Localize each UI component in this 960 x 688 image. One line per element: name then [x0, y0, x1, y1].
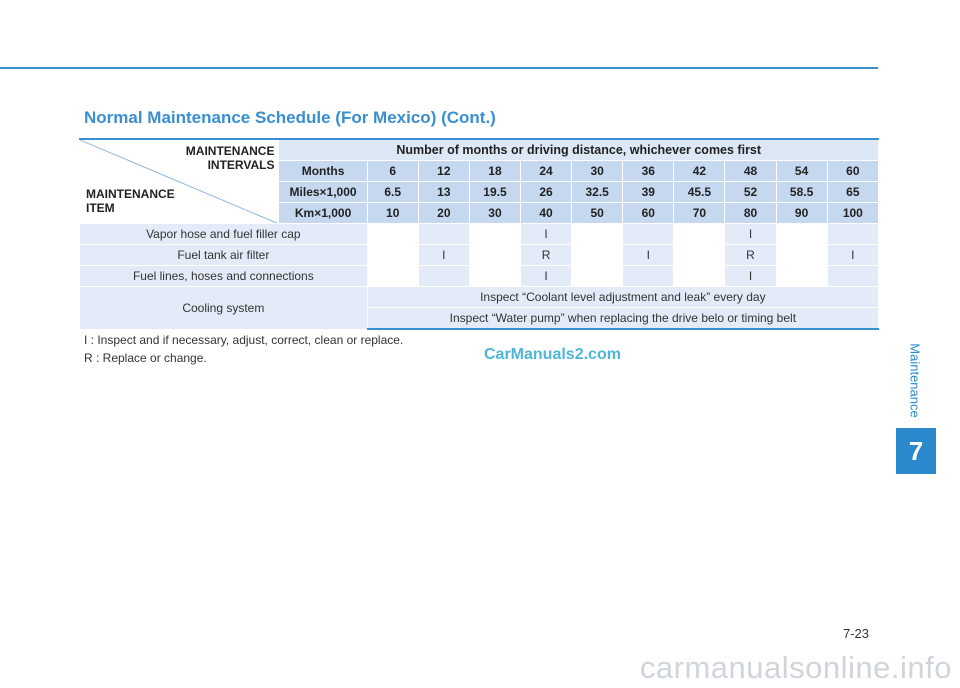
cooling-note: Inspect “Coolant level adjustment and leak” every day [367, 287, 878, 308]
interval-value: 30 [572, 161, 623, 182]
cooling-note: Inspect “Water pump” when replacing the drive belo or timing belt [367, 308, 878, 330]
schedule-cell [572, 266, 623, 287]
interval-value: 60 [623, 203, 674, 224]
schedule-cell: I [623, 245, 674, 266]
site-watermark: carmanualsonline.info [639, 650, 952, 685]
schedule-cell [674, 224, 725, 245]
schedule-cell [674, 245, 725, 266]
corner-header-cell [80, 139, 279, 224]
schedule-cell: I [827, 245, 878, 266]
header-rule [0, 67, 878, 69]
interval-value: 39 [623, 182, 674, 203]
schedule-cell [674, 266, 725, 287]
interval-value: 20 [418, 203, 469, 224]
corner-top-line2: INTERVALS [207, 158, 275, 172]
interval-label: Km×1,000 [279, 203, 367, 224]
chapter-name: Maintenance [907, 342, 923, 418]
interval-value: 54 [776, 161, 827, 182]
maintenance-schedule-table [79, 138, 879, 330]
legend-inspect: I : Inspect and if necessary, adjust, correct, clean or replace. [84, 333, 404, 347]
interval-value: 100 [827, 203, 878, 224]
interval-value: 40 [521, 203, 572, 224]
table-row [80, 266, 879, 287]
interval-value: 26 [521, 182, 572, 203]
interval-label: Miles×1,000 [279, 182, 367, 203]
item-name: Cooling system [80, 287, 368, 330]
schedule-cell [827, 266, 878, 287]
interval-value: 50 [572, 203, 623, 224]
page-title: Normal Maintenance Schedule (For Mexico) (Cont.) [84, 108, 496, 127]
header-title: Number of months or driving distance, whichever comes first [279, 139, 879, 161]
chapter-tab[interactable] [896, 428, 936, 474]
corner-bottom-line1: MAINTENANCE [86, 187, 175, 201]
interval-value: 6.5 [367, 182, 418, 203]
header-title-row [80, 139, 879, 161]
interval-value: 45.5 [674, 182, 725, 203]
interval-value: 6 [367, 161, 418, 182]
interval-label: Months [279, 161, 367, 182]
schedule-cell: I [725, 224, 776, 245]
interval-value: 13 [418, 182, 469, 203]
schedule-cell [776, 245, 827, 266]
interval-value: 24 [521, 161, 572, 182]
schedule-cell [367, 245, 418, 266]
schedule-cell: I [521, 266, 572, 287]
schedule-cell: I [521, 224, 572, 245]
item-name: Fuel lines, hoses and connections [80, 266, 368, 287]
interval-value: 32.5 [572, 182, 623, 203]
schedule-cell [776, 224, 827, 245]
interval-value: 80 [725, 203, 776, 224]
watermark: CarManuals2.com [484, 346, 621, 363]
page-number: 7-23 [843, 626, 870, 641]
schedule-cell [367, 266, 418, 287]
schedule-cell [572, 245, 623, 266]
schedule-cell: I [725, 266, 776, 287]
corner-bottom-line2: ITEM [86, 201, 115, 215]
interval-value: 12 [418, 161, 469, 182]
interval-value: 30 [469, 203, 520, 224]
interval-value: 18 [469, 161, 520, 182]
schedule-cell [623, 224, 674, 245]
schedule-cell [418, 266, 469, 287]
chapter-side-label [900, 330, 930, 430]
schedule-cell [776, 266, 827, 287]
schedule-cell [623, 266, 674, 287]
interval-value: 10 [367, 203, 418, 224]
interval-value: 36 [623, 161, 674, 182]
interval-value: 52 [725, 182, 776, 203]
interval-value: 58.5 [776, 182, 827, 203]
schedule-cell [827, 224, 878, 245]
table-row [80, 287, 879, 308]
interval-value: 60 [827, 161, 878, 182]
corner-top-line1: MAINTENANCE [185, 144, 275, 158]
schedule-cell [469, 224, 520, 245]
item-name: Vapor hose and fuel filler cap [80, 224, 368, 245]
schedule-cell [469, 245, 520, 266]
schedule-cell: R [725, 245, 776, 266]
schedule-cell [367, 224, 418, 245]
interval-value: 65 [827, 182, 878, 203]
schedule-cell [469, 266, 520, 287]
item-name: Fuel tank air filter [80, 245, 368, 266]
interval-value: 90 [776, 203, 827, 224]
table-row [80, 224, 879, 245]
legend-replace: R : Replace or change. [84, 351, 207, 365]
interval-value: 42 [674, 161, 725, 182]
interval-value: 70 [674, 203, 725, 224]
interval-value: 48 [725, 161, 776, 182]
interval-value: 19.5 [469, 182, 520, 203]
table-row [80, 245, 879, 266]
schedule-cell [418, 224, 469, 245]
chapter-number: 7 [908, 435, 924, 466]
schedule-cell [572, 224, 623, 245]
schedule-cell: R [521, 245, 572, 266]
schedule-cell: I [418, 245, 469, 266]
